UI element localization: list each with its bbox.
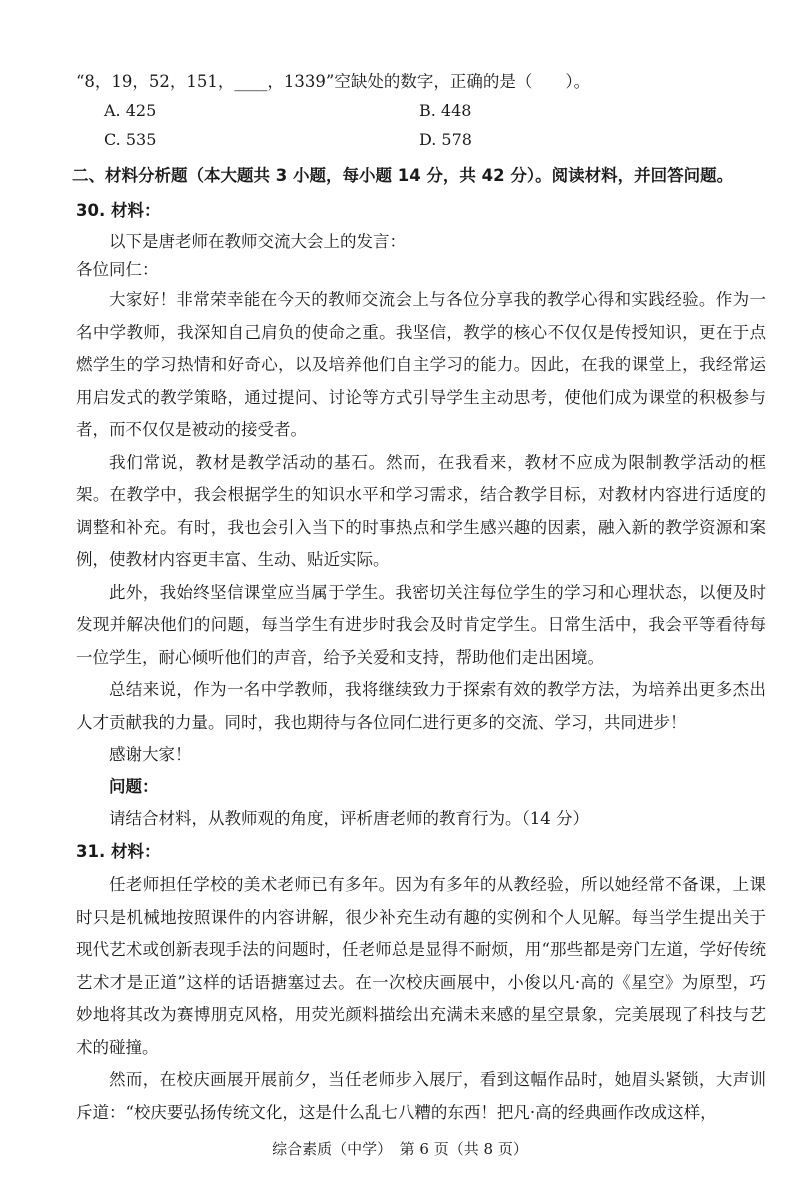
- section-2-title: 二、材料分析题（本大题共 3 小题，每小题 14 分，共 42 分）。阅读材料，并回答问题。: [72, 166, 734, 185]
- page-footer: 综合素质（中学） 第 6 页（共 8 页）: [272, 1140, 528, 1158]
- option-d: D. 578: [419, 130, 472, 149]
- question-30-paragraph: 我们常说，教材是教学活动的基石。然而，在我看来，教材不应成为限制教学活动的框架。在教学中，我会根据学生的知识水平和学习需求，结合教学目标，对教材内容进行适度的调整和补充。有时，我也会引入当下的时事热点和学生感兴趣的因素，融入新的教学资源和案例，使教材内容更丰富、生动、贴近实际。: [76, 452, 766, 569]
- question-29-options-row-2: [76, 125, 766, 154]
- question-29-stem: “8，19，52，151，____，1339”空缺处的数字，正确的是（ ）。: [76, 72, 591, 91]
- option-b: B. 448: [419, 101, 472, 120]
- option-c: C. 535: [104, 130, 157, 149]
- question-30-paragraph: 此外，我始终坚信课堂应当属于学生。我密切关注每位学生的学习和心理状态，以便及时发现并解决他们的问题，每当学生有进步时我会及时肯定学生。日常生活中，我会平等看待每一位学生，耐心倾听他们的声音，给予关爱和支持，帮助他们走出困境。: [76, 582, 766, 667]
- question-30-question: 请结合材料，从教师观的角度，评析唐老师的教育行为。（14 分）: [109, 809, 589, 828]
- question-29-options-row-1: [76, 96, 766, 125]
- question-30-salutation: 各位同仁：: [76, 260, 159, 279]
- question-30-closing: 感谢大家！: [109, 745, 192, 764]
- question-30-paragraph: 大家好！非常荣幸能在今天的教师交流会上与各位分享我的教学心得和实践经验。作为一名中学教师，我深知自己肩负的使命之重。我坚信，教学的核心不仅仅是传授知识，更在于点燃学生的学习热情和好奇心，以及培养他们自主学习的能力。因此，在我的课堂上，我经常运用启发式的教学策略，通过提问、讨论等方式引导学生主动思考，使他们成为课堂的积极参与者，而不仅仅是被动的接受者。: [76, 290, 766, 439]
- question-30-intro: 以下是唐老师在教师交流大会上的发言：: [109, 232, 406, 251]
- question-31-paragraph: 然而，在校庆画展开展前夕，当任老师步入展厅，看到这幅作品时，她眉头紧锁，大声训斥道：“校庆要弘扬传统文化，这是什么乱七八糟的东西！把凡·高的经典画作改成这样，: [76, 1070, 766, 1122]
- option-a: A. 425: [104, 101, 157, 120]
- question-30-paragraph: 总结来说，作为一名中学教师，我将继续致力于探索有效的教学方法，为培养出更多杰出人才贡献我的力量。同时，我也期待与各位同仁进行更多的交流、学习，共同进步！: [76, 680, 766, 732]
- question-31-paragraph: 任老师担任学校的美术老师已有多年。因为有多年的从教经验，所以她经常不备课，上课时只是机械地按照课件的内容讲解，很少补充生动有趣的实例和个人见解。每当学生提出关于现代艺术或创新表现手法的问题时，任老师总是显得不耐烦，用“那些都是旁门左道，学好传统艺术才是正道”这样的话语搪塞过去。在一次校庆画展中，小俊以凡·高的《星空》为原型，巧妙地将其改为赛博朋克风格，用荧光颜料描绘出充满未来感的星空景象，完美展现了科技与艺术的碰撞。: [76, 875, 766, 1057]
- question-30-question-label: 问题：: [109, 777, 159, 796]
- question-30-label: 30. 材料：: [76, 201, 161, 220]
- question-31-label: 31. 材料：: [76, 842, 161, 861]
